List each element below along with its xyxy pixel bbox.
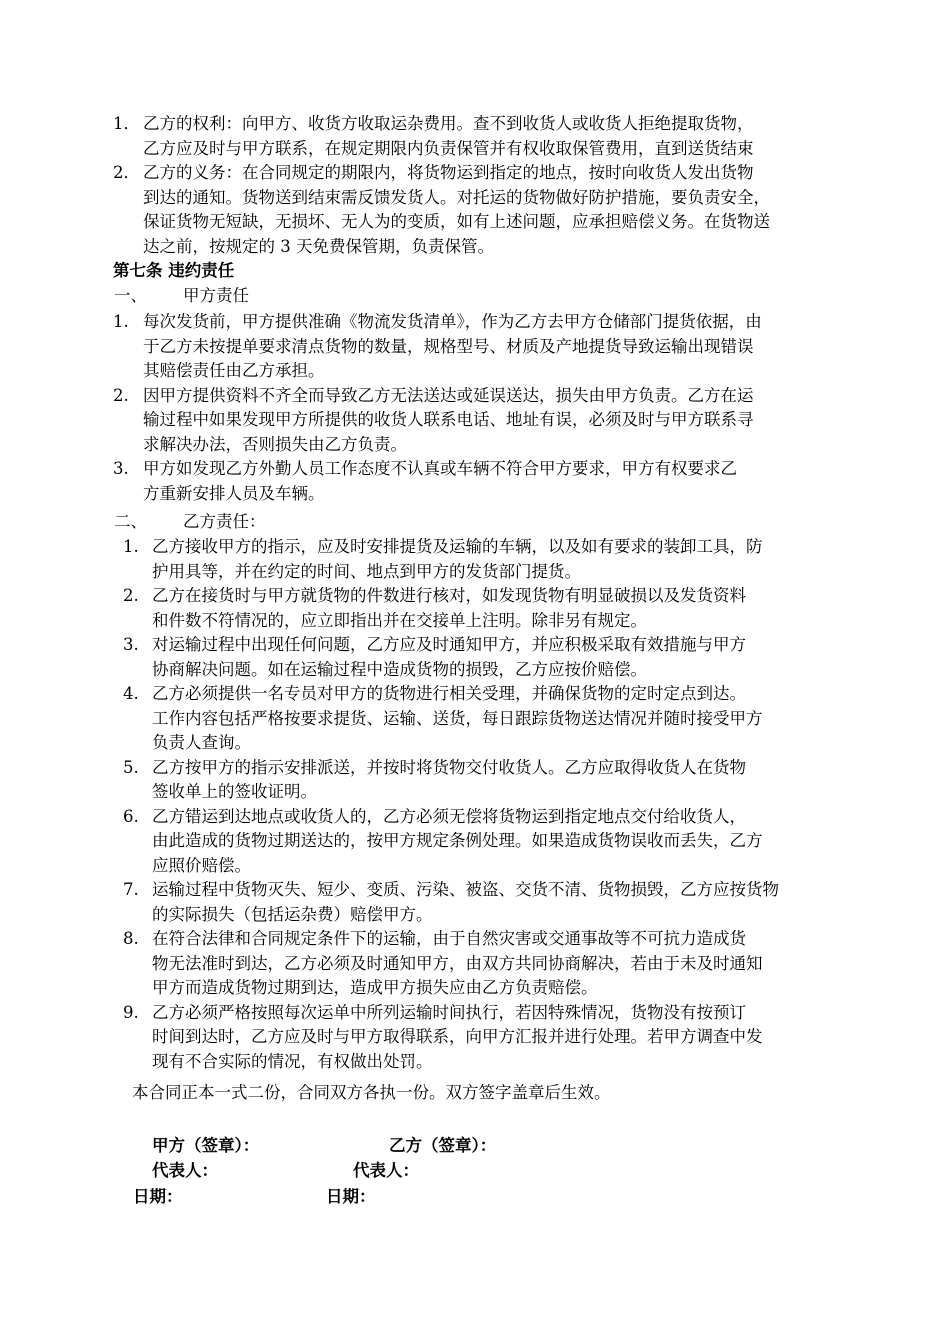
list-item-number: 3. <box>113 459 129 478</box>
list-item-text-line: 乙方的义务：在合同规定的期限内，将货物运到指定的地点，按时向收货人发出货物 <box>143 163 754 182</box>
rights-list-item <box>0 161 950 259</box>
article-7-section <box>0 259 950 308</box>
party-a-list-item <box>0 384 950 458</box>
list-item-number: 1． <box>113 114 140 133</box>
list-item-text-line: 求解决办法，否则损失由乙方负责。 <box>143 434 407 454</box>
list-item-text-line: 输过程中如果发现甲方所提供的收货人联系电话、地址有误，必须及时与甲方联系寻 <box>143 410 754 429</box>
list-item-number: 1. <box>113 312 129 331</box>
party-a-seal-label: 甲方（签章）： <box>152 1136 260 1155</box>
part-b-heading <box>0 510 950 535</box>
list-item-text-line: 甲方如发现乙方外勤人员工作态度不认真或车辆不符合甲方要求，甲方有权要求乙 <box>143 459 737 478</box>
list-item-number: 2． <box>113 163 140 182</box>
list-item-number: 4. <box>123 684 139 703</box>
list-item-number: 1. <box>123 537 139 556</box>
list-item-text-line: 运输过程中货物灭失、短少、变质、污染、被盗、交货不清、货物损毁，乙方应按货物 <box>152 880 779 899</box>
party-b-representative-label: 代表人： <box>353 1161 419 1180</box>
party-a-list-item <box>0 310 950 384</box>
party-a-responsibilities <box>0 310 950 506</box>
party-b-list-item <box>0 805 950 879</box>
party-a-representative-label: 代表人： <box>152 1161 218 1180</box>
part-a-title: 甲方责任 <box>183 285 249 305</box>
list-item-text-line: 其赔偿责任由乙方承担。 <box>143 361 325 380</box>
list-item-text-line: 因甲方提供资料不齐全而导致乙方无法送达或延误送达，损失由甲方负责。乙方在运 <box>143 385 754 405</box>
part-b-title: 乙方责任： <box>183 512 266 531</box>
list-item-text-line: 由此造成的货物过期送达的，按甲方规定条例处理。如果造成货物误收而丢失，乙方 <box>152 831 763 850</box>
list-item-text-line: 现有不合实际的情况，有权做出处罚。 <box>152 1051 433 1071</box>
list-item-text-line: 每次发货前，甲方提供准确《物流发货清单》，作为乙方去甲方仓储部门提货依据，由 <box>143 312 762 331</box>
article-7-title: 第七条 违约责任 <box>113 261 235 280</box>
list-item-text-line: 乙方在接货时与甲方就货物的件数进行核对，如发现货物有明显破损以及发货资料 <box>152 586 746 605</box>
list-item-text-line: 在符合法律和合同规定条件下的运输，由于自然灾害或交通事故等不可抗力造成货 <box>152 929 746 948</box>
list-item-text-line: 和件数不符情况的，应立即指出并在交接单上注明。除非另有规定。 <box>152 610 647 630</box>
list-item-text-line: 到达的通知。货物送到结束需反馈发货人。对托运的货物做好防护措施，要负责安全， <box>143 187 770 207</box>
list-item-number: 2. <box>113 385 129 405</box>
party-a-date-label: 日期： <box>133 1187 183 1206</box>
list-item-text-line: 对运输过程中出现任何问题，乙方应及时通知甲方，并应积极采取有效措施与甲方 <box>152 635 746 654</box>
list-item-number: 9. <box>123 1002 139 1022</box>
closing-statement <box>0 1081 950 1106</box>
party-a-list-item <box>0 457 950 506</box>
list-item-text-line: 护用具等，并在约定的时间、地点到甲方的发货部门提货。 <box>152 561 581 581</box>
list-item-text-line: 负责人查询。 <box>152 733 251 752</box>
party-b-list-item <box>0 878 950 927</box>
list-item-text-line: 应照价赔偿。 <box>152 855 251 875</box>
list-item-text-line: 达之前，按规定的 3 天免费保管期，负责保管。 <box>143 236 494 256</box>
list-item-text-line: 工作内容包括严格按要求提货、运输、送货，每日跟踪货物送达情况并随时接受甲方 <box>152 708 763 728</box>
list-item-text-line: 乙方按甲方的指示安排派送，并按时将货物交付收货人。乙方应取得收货人在货物 <box>152 757 746 777</box>
list-item-text-line: 的实际损失（包括运杂费）赔偿甲方。 <box>152 904 433 924</box>
rights-obligations-list <box>0 112 950 259</box>
list-item-text-line: 方重新安排人员及车辆。 <box>143 483 325 503</box>
rights-list-item <box>0 112 950 161</box>
party-b-list-item <box>0 927 950 1001</box>
list-item-number: 6. <box>123 806 139 826</box>
list-item-text-line: 乙方必须提供一名专员对甲方的货物进行相关受理，并确保货物的定时定点到达。 <box>152 684 746 703</box>
list-item-text-line: 乙方的权利：向甲方、收货方收取运杂费用。查不到收货人或收货人拒绝提取货物， <box>143 114 754 133</box>
party-b-responsibilities <box>0 535 950 1074</box>
list-item-text-line: 保证货物无短缺，无损坏、无人为的变质，如有上述问题，应承担赔偿义务。在货物送 <box>143 212 770 231</box>
list-item-text-line: 时间到达时，乙方应及时与甲方取得联系，向甲方汇报并进行处理。若甲方调查中发 <box>152 1027 763 1046</box>
list-item-text-line: 乙方必须严格按照每次运单中所列运输时间执行，若因特殊情况，货物没有按预订 <box>152 1002 746 1022</box>
party-b-list-item <box>0 1001 950 1075</box>
party-b-list-item <box>0 633 950 682</box>
closing-text: 本合同正本一式二份，合同双方各执一份。双方签字盖章后生效。 <box>132 1083 611 1102</box>
list-item-text-line: 协商解决问题。如在运输过程中造成货物的损毁，乙方应按价赔偿。 <box>152 659 647 679</box>
list-item-number: 5. <box>123 757 139 777</box>
party-b-list-item <box>0 535 950 584</box>
party-b-list-item <box>0 584 950 633</box>
part-a-number: 一、 <box>114 285 147 305</box>
party-b-seal-label: 乙方（签章）： <box>389 1136 497 1155</box>
list-item-text-line: 物无法准时到达，乙方必须及时通知甲方，由双方共同协商解决，若由于未及时通知 <box>152 953 763 973</box>
party-b-list-item <box>0 756 950 805</box>
list-item-number: 8. <box>123 929 139 948</box>
part-b-number: 二、 <box>114 512 147 531</box>
party-b-list-item <box>0 682 950 756</box>
list-item-text-line: 乙方应及时与甲方联系，在规定期限内负责保管并有权收取保管费用，直到送货结束 <box>143 138 754 158</box>
list-item-text-line: 于乙方未按提单要求清点货物的数量，规格型号、材质及产地提货导致运输出现错误 <box>143 336 754 356</box>
party-b-date-label: 日期： <box>326 1187 376 1206</box>
list-item-text-line: 签收单上的签收证明。 <box>152 782 317 801</box>
list-item-text-line: 甲方而造成货物过期到达，造成甲方损失应由乙方负责赔偿。 <box>152 978 598 997</box>
list-item-text-line: 乙方接收甲方的指示，应及时安排提货及运输的车辆，以及如有要求的装卸工具，防 <box>152 537 763 556</box>
list-item-number: 7. <box>123 880 139 899</box>
list-item-number: 2. <box>123 586 139 605</box>
list-item-number: 3. <box>123 635 139 654</box>
list-item-text-line: 乙方错运到达地点或收货人的，乙方必须无偿将货物运到指定地点交付给收货人， <box>152 806 746 826</box>
